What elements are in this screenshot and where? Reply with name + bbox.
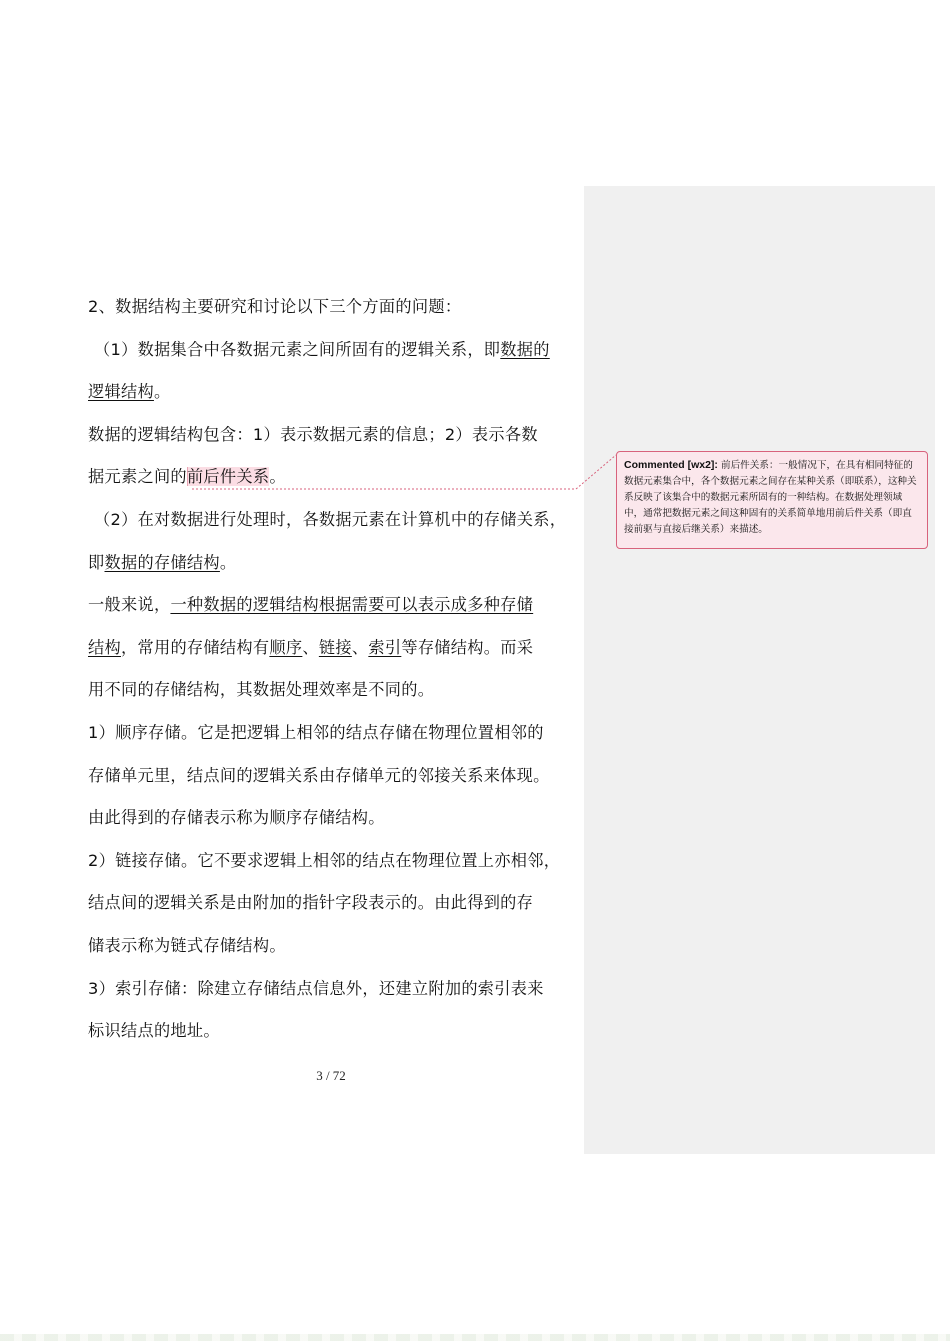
body-line-7: 即数据的存储结构。 [88,552,237,572]
body-line-13: 由此得到的存储表示称为顺序存储结构。 [88,808,385,828]
body-line-10: 用不同的存储结构，其数据处理效率是不同的。 [88,680,435,700]
comment-balloon[interactable] [616,451,928,549]
body-line-1: 2、数据结构主要研究和讨论以下三个方面的问题： [88,297,462,316]
body-line-11: 1）顺序存储。它是把逻辑上相邻的结点存储在物理位置相邻的 [88,722,544,742]
body-line-4: 数据的逻辑结构包含：1）表示数据元素的信息；2）表示各数 [88,424,538,444]
body-line-9: 结构，常用的存储结构有顺序、链接、索引等存储结构。而采 [88,637,534,657]
body-line-3: 逻辑结构。 [88,382,171,402]
comment-body: 前后件关系：一般情况下，在具有相同特征的数据元素集合中，各个数据元素之间存在某种关系（即联系），这种关系反映了该集合中的数据元素所固有的一种结构。在数据处理领域中，通常把数据元素之间这种固有的关系简单地用前后件关系（即直接前驱与直接后继关系）来描述。 [624,460,917,535]
body-line-14: 2）链接存储。它不要求逻辑上相邻的结点在物理位置上亦相邻， [88,850,561,870]
body-line-5: 据元素之间的前后件关系。 [88,467,286,487]
body-line-12: 存储单元里，结点间的逻辑关系由存储单元的邻接关系来体现。 [88,765,550,785]
body-line-18: 标识结点的地址。 [88,1021,220,1041]
body-line-2: （1）数据集合中各数据元素之间所固有的逻辑关系，即数据的 [94,339,550,359]
body-line-6: （2）在对数据进行处理时，各数据元素在计算机中的存储关系， [94,509,567,529]
commented-text-highlight[interactable]: 前后件关系 [186,467,270,487]
page-number: 3 / 72 [316,1068,346,1083]
comment-margin-pane [584,186,935,1154]
bottom-edge-strip [0,1334,950,1341]
document-body[interactable] [88,286,580,1053]
body-line-8: 一般来说，一种数据的逻辑结构根据需要可以表示成多种存储 [88,595,534,615]
body-line-17: 3）索引存储：除建立存储结点信息外，还建立附加的索引表来 [88,978,544,998]
body-line-16: 储表示称为链式存储结构。 [88,935,286,955]
body-line-15: 结点间的逻辑关系是由附加的指针字段表示的。由此得到的存 [88,893,534,913]
comment-author: Commented [wx2]: [624,459,718,471]
